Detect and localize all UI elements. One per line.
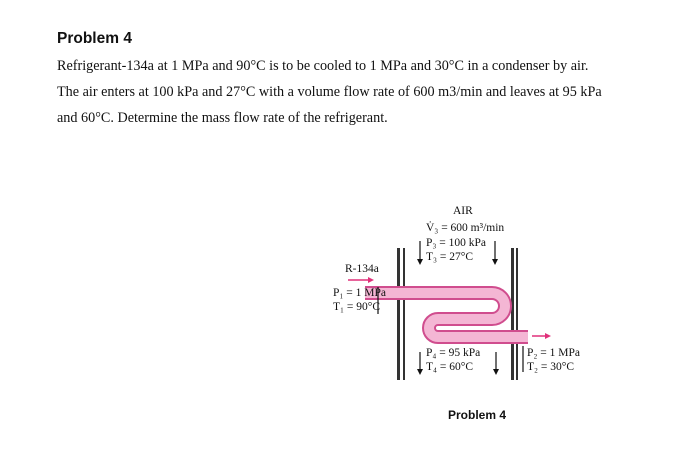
refrigerant-label: R-134a — [345, 263, 379, 275]
refrigerant-outlet-pressure-label: P₂ = 1 MPa — [527, 347, 580, 359]
air-inlet-arrowhead-left — [417, 259, 423, 265]
refrigerant-inlet-arrowhead — [368, 277, 374, 283]
problem-heading: Problem 4 — [57, 30, 132, 47]
air-inlet-arrowhead-right — [492, 259, 498, 265]
air-inlet-pressure-label: P₃ = 100 kPa — [426, 237, 487, 249]
duct-wall-right-inner — [516, 248, 518, 380]
air-outlet-temperature-label: T₄ = 60°C — [426, 361, 474, 373]
duct-wall-right — [511, 248, 514, 380]
figure-caption: Problem 4 — [448, 408, 507, 422]
air-outlet-pressure-label: P₄ = 95 kPa — [426, 347, 481, 359]
problem-text-line-3: and 60°C. Determine the mass flow rate of the refrigerant. — [57, 110, 388, 126]
problem-text-line-1: Refrigerant-134a at 1 MPa and 90°C is to be cooled to 1 MPa and 30°C in a condenser by air. — [57, 58, 589, 74]
air-label: AIR — [453, 205, 473, 217]
duct-wall-left-inner — [403, 248, 405, 380]
refrigerant-inlet-pressure-label: P₁ = 1 MPa — [333, 287, 386, 299]
problem-text-line-2: The air enters at 100 kPa and 27°C with a volume flow rate of 600 m3/min and leaves at 95 kPa — [57, 84, 602, 100]
air-volume-flow-label: V̇₃ = 600 m³/min — [426, 222, 505, 234]
refrigerant-outlet-arrowhead — [545, 333, 551, 339]
air-outlet-arrowhead-left — [417, 369, 423, 375]
duct-wall-left — [397, 248, 400, 380]
air-outlet-arrowhead-right — [493, 369, 499, 375]
refrigerant-inlet-temperature-label: T₁ = 90°C — [333, 301, 381, 313]
refrigerant-outlet-temperature-label: T₂ = 30°C — [527, 361, 575, 373]
air-inlet-temperature-label: T₃ = 27°C — [426, 251, 474, 263]
